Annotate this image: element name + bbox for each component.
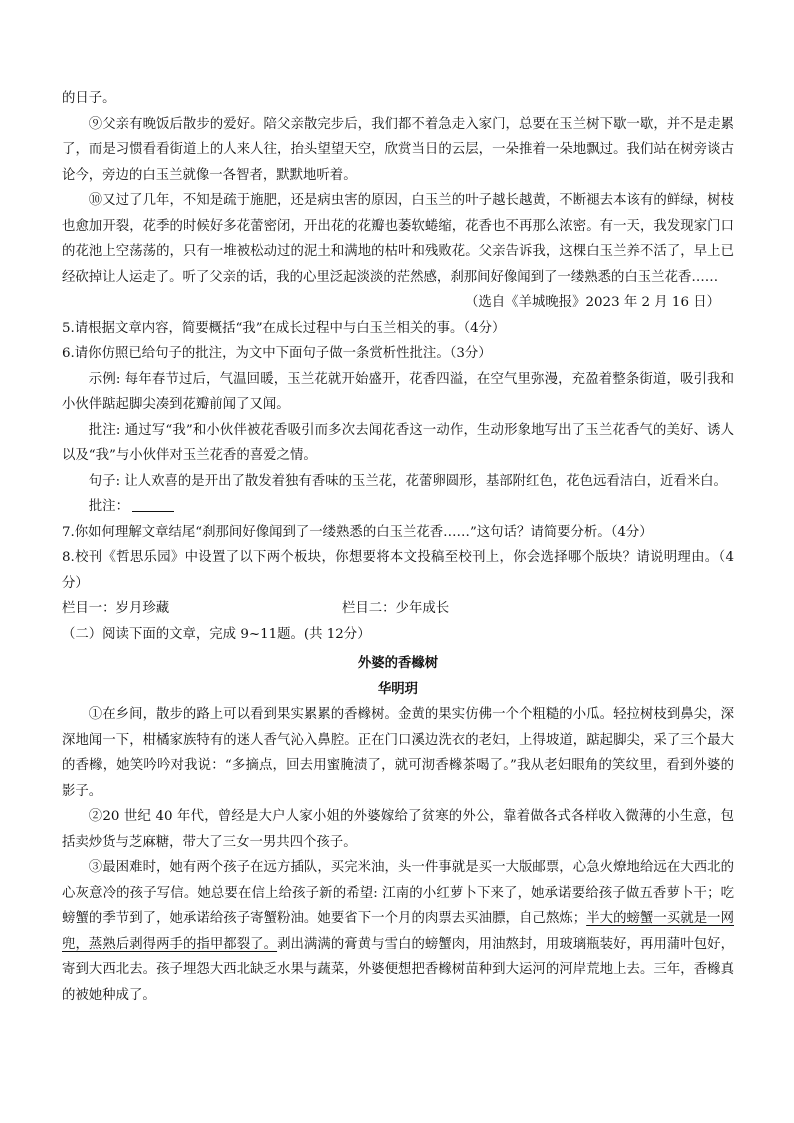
- document-page: [62, 86, 734, 1008]
- article-paragraph-3: [62, 855, 734, 1008]
- column-option-2: 栏目二：少年成长: [342, 601, 450, 616]
- question-8: 8.校刊《哲思乐园》中设置了以下两个板块，你想要将本文投稿至校刊上，你会选择哪个版块？请说明理由。（4分）: [62, 550, 734, 591]
- paragraph-3-part-a: ③最困难时，她有两个孩子在远方插队，买完米油，头一件事就是买一大版邮票，心急火燎地给远在大西北的心灰意冷的孩子写信。她总要在信上给孩子新的希望: 江南的小红萝卜下来了，她承诺要给孩子做五香萝卜干；吃螃蟹的季节到了，她承诺给孩子寄蟹粉油。她要省下一个月的肉票去买油膘，自己熬炼；: [62, 860, 734, 926]
- paragraph-tail: 的日子。: [62, 91, 116, 106]
- answer-label: 批注：: [88, 499, 129, 514]
- question-6-answer-line: [62, 494, 734, 520]
- article-paragraph-2: ②20 世纪 40 年代，曾经是大户人家小姐的外婆嫁给了贫寒的外公，靠着做各式各样收入微薄的小生意，包括卖炒货与芝麻糖，带大了三女一男共四个孩子。: [62, 809, 734, 850]
- underlined-sentence: 半大的螃蟹一买就是一网兜，蒸熟后剥得两手的指甲都裂了。: [62, 911, 735, 952]
- question-6-sentence: 句子: 让人欢喜的是开出了散发着独有香味的玉兰花，花蕾卵圆形，基部附红色，花色远看洁白，近看米白。: [88, 473, 727, 489]
- column-option-1: 栏目一：岁月珍藏: [62, 601, 170, 616]
- question-5: 5.请根据文章内容，简要概括“我”在成长过程中与白玉兰相关的事。（4分）: [62, 320, 506, 336]
- paragraph-10: ⑩又过了几年，不知是疏于施肥，还是病虫害的原因，白玉兰的叶子越长越黄，不断褪去本该有的鲜绿，树枝也愈加开裂，花季的时候好多花蕾密闭，开出花的花瓣也萎软蜷缩，花香也不再那么浓密。有一天，我发现家门口的花池上空荡荡的，只有一堆被松动过的泥土和满地的枯叶和残败花。父亲告诉我，这棵白玉兰养不活了，早上已经砍掉让人运走了。听了父亲的话，我的心里泛起淡淡的茫然感，刹那间好像闻到了一缕熟悉的白玉兰花香……: [62, 193, 734, 285]
- question-6-note: 批注: 通过写“我”和小伙伴被花香吸引而多次去闻花香这一动作，生动形象地写出了玉兰花香气的美好、诱人以及“我”与小伙伴对玉兰花香的喜爱之情。: [62, 422, 734, 463]
- paragraph-9: ⑨父亲有晚饭后散步的爱好。陪父亲散完步后，我们都不着急走入家门，总要在玉兰树下歇一歇，并不是走累了，而是习惯看看街道上的人来人往，抬头望望天空，欣赏当日的云层，一朵推着一朵地飘过。我们站在树旁谈古论今，旁边的白玉兰就像一各智者，默默地听着。: [62, 116, 734, 183]
- question-7: 7.你如何理解文章结尾“刹那间好像闻到了一缕熟悉的白玉兰花香……”这句话？请简要分析。（4分）: [62, 524, 653, 540]
- answer-blank[interactable]: [132, 495, 174, 512]
- question-6: 6.请你仿照已给句子的批注，为文中下面句子做一条赏析性批注。（3分）: [62, 346, 492, 361]
- column-options: [62, 596, 734, 622]
- paragraph-3-part-b: 剥出满满的膏黄与雪白的螃蟹肉，用油熬封，用玻璃瓶装好，再用蒲叶包好，寄到大西北去。孩子埋怨大西北缺乏水果与蔬菜，外婆便想把香橼树苗种到大运河的河岸荒地上去。三年，香橼真的被她种成了。: [62, 936, 735, 1003]
- section-2-heading: （二）阅读下面的文章，完成 9~11题。(共 12分）: [62, 626, 371, 642]
- article-paragraph-1: ①在乡间，散步的路上可以看到果实累累的香橼树。金黄的果实仿佛一个个粗糙的小瓜。轻拉树枝到鼻尖，深深地闻一下，柑橘家族特有的迷人香气沁入鼻腔。正在门口溪边洗衣的老妇，上得坡道，踮起脚尖，采了三个最大的香橼，她笑吟吟对我说：“多摘点，回去用蜜腌渍了，就可沏香橼茶喝了。”我从老妇眼角的笑纹里，看到外婆的影子。: [62, 707, 734, 799]
- source-citation: （选自《羊城晚报》2023 年 2 月 16 日）: [465, 295, 720, 310]
- article-title: 外婆的香橼树: [357, 655, 439, 671]
- article-author: 华明玥: [377, 680, 419, 697]
- question-6-example: 示例: 每年春节过后，气温回暖，玉兰花就开始盛开，花香四溢，在空气里弥漫，充盈着整条街道，吸引我和小伙伴踮起脚尖凑到花瓣前闻了又闻。: [62, 371, 734, 412]
